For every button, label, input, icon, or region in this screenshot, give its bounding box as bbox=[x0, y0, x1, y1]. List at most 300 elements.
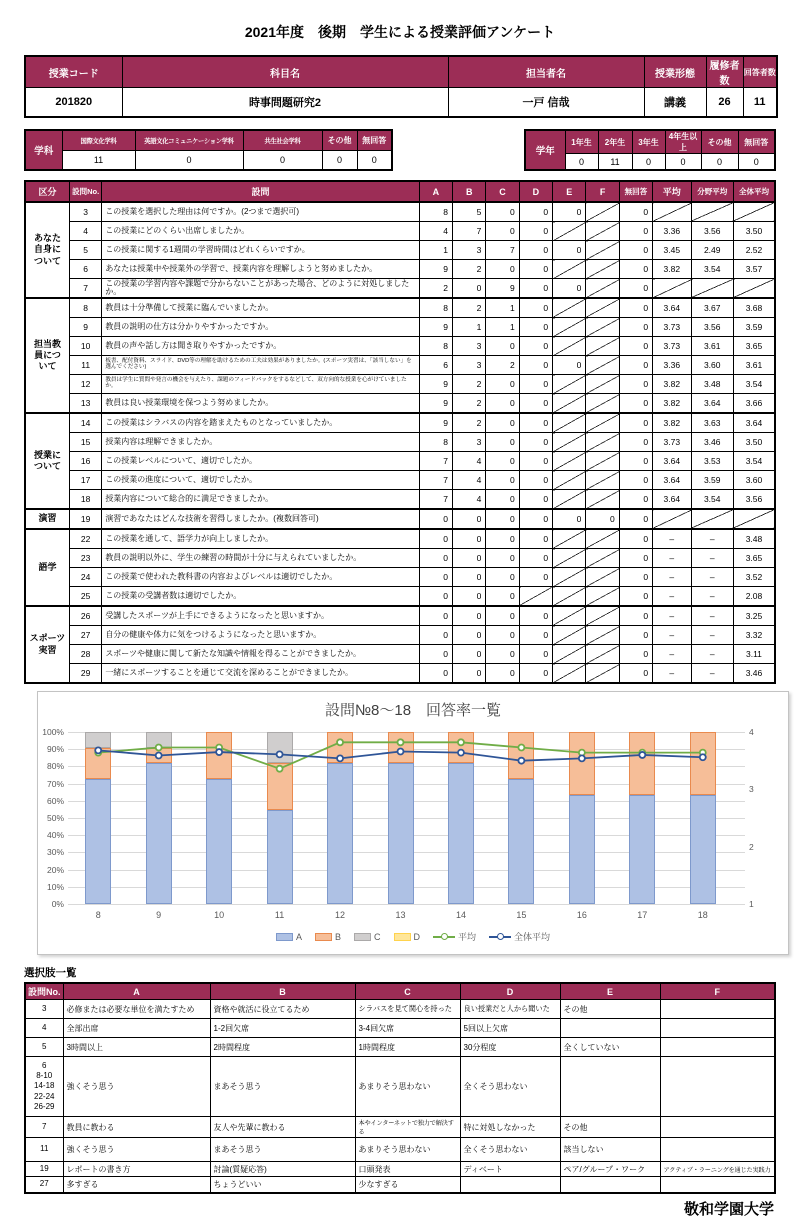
survey-count-cell: 0 bbox=[453, 279, 486, 299]
survey-count-cell: 0 bbox=[486, 222, 519, 241]
survey-question-number: 16 bbox=[69, 452, 101, 471]
survey-count-cell: 6 bbox=[419, 356, 452, 375]
choice-option-cell bbox=[660, 1019, 775, 1038]
x-axis-category-label: 16 bbox=[576, 910, 587, 920]
survey-count-cell: 0 bbox=[619, 626, 652, 645]
line-marker bbox=[579, 755, 585, 761]
survey-question-text: スポーツや健康に関して新たな知識や情報を得ることができましたか。 bbox=[102, 645, 419, 664]
survey-question-number: 5 bbox=[69, 241, 101, 260]
survey-question-row bbox=[25, 452, 775, 471]
survey-average-cell: – bbox=[691, 645, 733, 664]
choices-question-number: 19 bbox=[25, 1162, 63, 1177]
survey-count-cell: 0 bbox=[519, 413, 552, 433]
survey-question-row bbox=[25, 626, 775, 645]
survey-average-cell: 3.64 bbox=[733, 413, 775, 433]
survey-count-cell: 8 bbox=[419, 433, 452, 452]
choice-option-cell: 友人や先輩に教わる bbox=[210, 1117, 355, 1138]
survey-average-cell: 3.67 bbox=[691, 298, 733, 318]
survey-question-row bbox=[25, 241, 775, 260]
survey-question-text: 教員は良い授業環境を保つよう努めましたか。 bbox=[102, 394, 419, 414]
survey-average-cell: 3.54 bbox=[691, 490, 733, 510]
line-marker bbox=[337, 755, 343, 761]
choice-option-cell: 該当しない bbox=[560, 1138, 660, 1162]
legend-swatch-icon bbox=[354, 933, 371, 941]
survey-count-cell: 0 bbox=[519, 260, 552, 279]
survey-average-cell bbox=[691, 509, 733, 529]
survey-column-header: 区分 bbox=[25, 181, 69, 202]
survey-question-text: 授業内容について総合的に満足できましたか。 bbox=[102, 490, 419, 510]
survey-question-row bbox=[25, 318, 775, 337]
survey-question-row bbox=[25, 375, 775, 394]
choices-section-title: 選択肢一覧 bbox=[24, 967, 77, 979]
survey-count-cell: 0 bbox=[419, 626, 452, 645]
mini-value: 0 bbox=[665, 154, 701, 171]
survey-count-cell: 0 bbox=[619, 549, 652, 568]
choices-row bbox=[25, 1038, 775, 1057]
left-axis-tick-label: 40% bbox=[46, 830, 64, 841]
survey-count-cell: 1 bbox=[486, 318, 519, 337]
survey-count-cell: 0 bbox=[486, 202, 519, 222]
survey-average-cell: 3.56 bbox=[691, 222, 733, 241]
survey-count-cell: 0 bbox=[486, 509, 519, 529]
survey-column-header: 平均 bbox=[653, 181, 691, 202]
choices-question-number: 4 bbox=[25, 1019, 63, 1038]
survey-average-cell: 3.68 bbox=[733, 298, 775, 318]
legend-item-D bbox=[394, 932, 421, 942]
line-平均 bbox=[98, 742, 703, 768]
course-info-header-row bbox=[25, 56, 777, 88]
survey-average-cell: 3.64 bbox=[653, 471, 691, 490]
survey-question-text: 演習であなたはどんな技術を習得しましたか。(複数回答可) bbox=[102, 509, 419, 529]
line-marker bbox=[216, 749, 222, 755]
choice-option-cell: ディベート bbox=[460, 1162, 560, 1177]
survey-count-cell: 0 bbox=[519, 509, 552, 529]
course-info-value: 時事問題研究2 bbox=[122, 88, 448, 118]
survey-question-number: 7 bbox=[69, 279, 101, 299]
survey-average-cell: 3.73 bbox=[653, 318, 691, 337]
choices-row bbox=[25, 1162, 775, 1177]
choice-option-cell: 口頭発表 bbox=[355, 1162, 460, 1177]
choice-option-cell: あまりそう思わない bbox=[355, 1057, 460, 1117]
survey-question-text: 受講したスポーツが上手にできるようになったと思いますか。 bbox=[102, 606, 419, 626]
legend-line-marker bbox=[497, 933, 504, 940]
survey-count-cell: 2 bbox=[453, 394, 486, 414]
choices-column-header: B bbox=[210, 983, 355, 1000]
choice-option-cell: 30分程度 bbox=[460, 1038, 560, 1057]
course-info-header: 履修者数 bbox=[706, 56, 743, 88]
survey-average-cell: 3.73 bbox=[653, 433, 691, 452]
survey-average-cell bbox=[733, 509, 775, 529]
survey-question-number: 24 bbox=[69, 568, 101, 587]
mini-value: 0 bbox=[357, 150, 392, 170]
survey-average-cell: – bbox=[653, 587, 691, 607]
survey-count-cell: 8 bbox=[419, 337, 452, 356]
survey-count-cell: 4 bbox=[453, 452, 486, 471]
survey-count-cell: 0 bbox=[519, 471, 552, 490]
survey-count-cell: 0 bbox=[619, 452, 652, 471]
survey-count-cell bbox=[586, 413, 619, 433]
choices-column-header: C bbox=[355, 983, 460, 1000]
choices-column-header: F bbox=[660, 983, 775, 1000]
survey-average-cell: 2.49 bbox=[691, 241, 733, 260]
survey-count-cell: 2 bbox=[453, 260, 486, 279]
survey-question-row bbox=[25, 490, 775, 510]
choice-option-cell: その他 bbox=[560, 1000, 660, 1019]
survey-count-cell bbox=[586, 241, 619, 260]
survey-column-header: 全体平均 bbox=[733, 181, 775, 202]
survey-average-cell: 2.08 bbox=[733, 587, 775, 607]
choice-option-cell: 本やインターネットで独力で解決する bbox=[355, 1117, 460, 1138]
survey-count-cell: 0 bbox=[619, 298, 652, 318]
legend-label: 全体平均 bbox=[514, 932, 551, 942]
mini-value: 11 bbox=[598, 154, 632, 171]
survey-count-cell: 0 bbox=[486, 375, 519, 394]
survey-average-cell: 3.53 bbox=[691, 452, 733, 471]
choice-option-cell: 多すぎる bbox=[63, 1177, 210, 1193]
survey-column-header: C bbox=[486, 181, 519, 202]
survey-count-cell: 0 bbox=[486, 337, 519, 356]
survey-average-cell: – bbox=[653, 664, 691, 684]
survey-count-cell bbox=[586, 587, 619, 607]
legend-item-A bbox=[276, 932, 302, 942]
choice-option-cell: 全くしていない bbox=[560, 1038, 660, 1057]
survey-average-cell: 3.36 bbox=[653, 356, 691, 375]
department-table bbox=[24, 129, 393, 171]
survey-average-cell: 3.65 bbox=[733, 337, 775, 356]
survey-count-cell: 0 bbox=[453, 664, 486, 684]
survey-average-cell: 3.52 bbox=[733, 568, 775, 587]
mini-value: 0 bbox=[738, 154, 775, 171]
survey-average-cell: – bbox=[653, 626, 691, 645]
survey-count-cell: 9 bbox=[419, 375, 452, 394]
survey-count-cell: 0 bbox=[619, 222, 652, 241]
survey-count-cell bbox=[586, 433, 619, 452]
survey-count-cell: 0 bbox=[486, 568, 519, 587]
survey-average-cell: 3.82 bbox=[653, 394, 691, 414]
survey-column-header: 設問No. bbox=[69, 181, 101, 202]
choices-column-header: E bbox=[560, 983, 660, 1000]
survey-count-cell bbox=[553, 568, 586, 587]
survey-count-cell: 2 bbox=[486, 356, 519, 375]
legend-item-B bbox=[315, 932, 341, 942]
survey-question-text: この授業に関する1週間の学習時間はどれくらいですか。 bbox=[102, 241, 419, 260]
survey-count-cell: 0 bbox=[619, 645, 652, 664]
survey-average-cell: 3.48 bbox=[733, 529, 775, 549]
choice-option-cell: 2時間程度 bbox=[210, 1038, 355, 1057]
survey-count-cell: 9 bbox=[486, 279, 519, 299]
survey-average-cell: – bbox=[691, 568, 733, 587]
survey-count-cell bbox=[586, 568, 619, 587]
survey-table bbox=[24, 180, 776, 684]
left-axis-tick-label: 10% bbox=[46, 881, 64, 892]
survey-count-cell bbox=[586, 375, 619, 394]
choices-question-number: 6 8-10 14-18 22-24 26-29 bbox=[25, 1057, 63, 1117]
choice-option-cell: 3時間以上 bbox=[63, 1038, 210, 1057]
choice-option-cell: 強くそう思う bbox=[63, 1138, 210, 1162]
survey-question-number: 15 bbox=[69, 433, 101, 452]
survey-question-row bbox=[25, 549, 775, 568]
survey-count-cell: 0 bbox=[419, 568, 452, 587]
survey-count-cell: 0 bbox=[553, 356, 586, 375]
survey-question-number: 13 bbox=[69, 394, 101, 414]
survey-count-cell: 0 bbox=[486, 549, 519, 568]
legend-label: C bbox=[374, 931, 381, 942]
survey-column-header: E bbox=[553, 181, 586, 202]
survey-count-cell: 0 bbox=[553, 241, 586, 260]
right-axis-tick-label: 1 bbox=[749, 899, 754, 909]
survey-count-cell: 0 bbox=[419, 606, 452, 626]
survey-count-cell: 0 bbox=[519, 356, 552, 375]
survey-count-cell: 0 bbox=[619, 260, 652, 279]
mini-value-row bbox=[25, 150, 392, 170]
survey-question-row bbox=[25, 568, 775, 587]
survey-count-cell: 0 bbox=[619, 529, 652, 549]
survey-question-number: 23 bbox=[69, 549, 101, 568]
survey-column-header: 設問 bbox=[102, 181, 419, 202]
survey-count-cell bbox=[586, 394, 619, 414]
x-axis-category-label: 9 bbox=[156, 910, 162, 920]
survey-count-cell: 0 bbox=[619, 202, 652, 222]
survey-count-cell bbox=[553, 394, 586, 414]
survey-count-cell: 0 bbox=[619, 279, 652, 299]
survey-average-cell: – bbox=[691, 626, 733, 645]
survey-count-cell: 0 bbox=[619, 394, 652, 414]
left-axis-tick-label: 70% bbox=[46, 778, 64, 789]
survey-count-cell bbox=[553, 549, 586, 568]
mini-table-label: 学年 bbox=[525, 130, 565, 170]
left-axis-tick-label: 0% bbox=[51, 899, 64, 909]
survey-count-cell: 0 bbox=[453, 568, 486, 587]
survey-question-number: 17 bbox=[69, 471, 101, 490]
survey-average-cell bbox=[691, 202, 733, 222]
mini-value: 11 bbox=[62, 150, 135, 170]
survey-count-cell: 0 bbox=[619, 241, 652, 260]
survey-header-row bbox=[25, 181, 775, 202]
survey-average-cell: 3.64 bbox=[653, 490, 691, 510]
survey-average-cell: 3.46 bbox=[691, 433, 733, 452]
survey-average-cell: 3.61 bbox=[733, 356, 775, 375]
survey-question-number: 18 bbox=[69, 490, 101, 510]
choice-option-cell: 全部出席 bbox=[63, 1019, 210, 1038]
survey-count-cell: 4 bbox=[419, 222, 452, 241]
survey-count-cell: 0 bbox=[453, 509, 486, 529]
right-axis-tick-label: 4 bbox=[749, 727, 754, 737]
survey-count-cell bbox=[553, 529, 586, 549]
course-info-value-row bbox=[25, 88, 777, 118]
survey-question-number: 26 bbox=[69, 606, 101, 626]
survey-count-cell: 0 bbox=[553, 509, 586, 529]
survey-average-cell: 3.56 bbox=[733, 490, 775, 510]
survey-average-cell: 3.60 bbox=[691, 356, 733, 375]
university-name: 敬和学園大学 bbox=[683, 1200, 774, 1218]
survey-count-cell: 7 bbox=[453, 222, 486, 241]
survey-count-cell: 0 bbox=[519, 645, 552, 664]
line-series-overlay bbox=[68, 727, 733, 909]
survey-count-cell: 0 bbox=[519, 664, 552, 684]
choices-row bbox=[25, 1138, 775, 1162]
survey-average-cell: 3.61 bbox=[691, 337, 733, 356]
survey-question-number: 3 bbox=[69, 202, 101, 222]
survey-question-row bbox=[25, 587, 775, 607]
choices-row bbox=[25, 1117, 775, 1138]
survey-count-cell: 0 bbox=[519, 433, 552, 452]
survey-count-cell: 0 bbox=[519, 568, 552, 587]
survey-average-cell: – bbox=[653, 606, 691, 626]
survey-question-number: 14 bbox=[69, 413, 101, 433]
survey-count-cell: 0 bbox=[619, 413, 652, 433]
line-marker bbox=[458, 739, 464, 745]
legend-item-C bbox=[354, 932, 381, 942]
left-axis-tick-label: 30% bbox=[46, 847, 64, 858]
survey-column-header: B bbox=[453, 181, 486, 202]
survey-count-cell bbox=[586, 337, 619, 356]
choice-option-cell bbox=[560, 1177, 660, 1193]
survey-count-cell: 7 bbox=[419, 471, 452, 490]
survey-question-text: この授業で使われた教科書の内容およびレベルは適切でしたか。 bbox=[102, 568, 419, 587]
survey-count-cell bbox=[586, 549, 619, 568]
survey-count-cell: 0 bbox=[419, 645, 452, 664]
survey-count-cell: 0 bbox=[453, 606, 486, 626]
choices-question-number: 11 bbox=[25, 1138, 63, 1162]
mini-header: 無回答 bbox=[357, 130, 392, 150]
survey-count-cell bbox=[586, 606, 619, 626]
line-marker bbox=[518, 744, 524, 750]
mini-header-row bbox=[25, 130, 392, 150]
choice-option-cell: 少なすぎる bbox=[355, 1177, 460, 1193]
survey-count-cell: 0 bbox=[453, 645, 486, 664]
survey-question-row bbox=[25, 279, 775, 299]
survey-count-cell: 0 bbox=[486, 471, 519, 490]
course-info-header: 科目名 bbox=[122, 56, 448, 88]
survey-average-cell: – bbox=[653, 568, 691, 587]
survey-count-cell: 0 bbox=[486, 490, 519, 510]
survey-count-cell: 0 bbox=[486, 645, 519, 664]
chart-title: 設問№8～18 回答率一覧 bbox=[324, 702, 502, 719]
survey-count-cell bbox=[586, 298, 619, 318]
survey-question-number: 29 bbox=[69, 664, 101, 684]
survey-count-cell: 9 bbox=[419, 318, 452, 337]
survey-question-number: 4 bbox=[69, 222, 101, 241]
legend-label: A bbox=[295, 931, 302, 942]
choice-option-cell bbox=[660, 1000, 775, 1019]
survey-count-cell: 0 bbox=[519, 490, 552, 510]
course-info-header: 授業形態 bbox=[644, 56, 706, 88]
mini-header: 共生社会学科 bbox=[243, 130, 322, 150]
choice-option-cell: その他 bbox=[560, 1117, 660, 1138]
choice-option-cell bbox=[660, 1138, 775, 1162]
survey-average-cell: 3.59 bbox=[733, 318, 775, 337]
survey-average-cell: 3.73 bbox=[653, 337, 691, 356]
survey-count-cell: 4 bbox=[453, 471, 486, 490]
survey-average-cell: 3.46 bbox=[733, 664, 775, 684]
survey-count-cell: 0 bbox=[519, 318, 552, 337]
survey-question-text: あなたは授業中や授業外の学習で、授業内容を理解しようと努めましたか。 bbox=[102, 260, 419, 279]
survey-count-cell: 0 bbox=[519, 241, 552, 260]
choice-option-cell: 特に対処しなかった bbox=[460, 1117, 560, 1138]
choice-option-cell: 必修または必要な単位を満たすため bbox=[63, 1000, 210, 1019]
choice-option-cell: シラバスを見て関心を持った bbox=[355, 1000, 460, 1019]
survey-count-cell: 0 bbox=[619, 568, 652, 587]
survey-question-text: この授業にどのくらい出席しましたか。 bbox=[102, 222, 419, 241]
mini-value: 0 bbox=[135, 150, 243, 170]
survey-count-cell: 0 bbox=[519, 375, 552, 394]
survey-count-cell: 0 bbox=[519, 626, 552, 645]
survey-count-cell: 3 bbox=[453, 433, 486, 452]
page-title: 2021年度 後期 学生による授業評価アンケート bbox=[244, 24, 556, 40]
x-axis-category-label: 18 bbox=[697, 910, 708, 920]
choice-option-cell bbox=[560, 1057, 660, 1117]
survey-count-cell bbox=[586, 490, 619, 510]
survey-count-cell: 9 bbox=[419, 394, 452, 414]
survey-question-row bbox=[25, 222, 775, 241]
choice-option-cell: 良い授業だと人から聞いた bbox=[460, 1000, 560, 1019]
survey-count-cell: 0 bbox=[619, 375, 652, 394]
chart-legend bbox=[38, 930, 788, 943]
x-axis-category-label: 11 bbox=[274, 910, 285, 920]
survey-count-cell: 0 bbox=[486, 413, 519, 433]
survey-count-cell: 0 bbox=[553, 279, 586, 299]
survey-count-cell: 0 bbox=[519, 279, 552, 299]
survey-count-cell bbox=[553, 413, 586, 433]
survey-count-cell: 2 bbox=[453, 413, 486, 433]
survey-question-text: 教員の説明以外に、学生の練習の時間が十分に与えられていましたか。 bbox=[102, 549, 419, 568]
survey-average-cell: 3.36 bbox=[653, 222, 691, 241]
choice-option-cell bbox=[460, 1177, 560, 1193]
survey-count-cell: 0 bbox=[453, 549, 486, 568]
choice-option-cell: 討論(質疑応答) bbox=[210, 1162, 355, 1177]
survey-count-cell bbox=[553, 433, 586, 452]
survey-average-cell: – bbox=[653, 645, 691, 664]
survey-count-cell: 0 bbox=[619, 664, 652, 684]
right-axis-tick-label: 2 bbox=[749, 841, 754, 852]
line-marker bbox=[458, 750, 464, 756]
survey-category-cell: 演習 bbox=[25, 509, 69, 529]
course-info-header: 回答者数 bbox=[743, 56, 777, 88]
choice-option-cell: あまりそう思わない bbox=[355, 1138, 460, 1162]
mini-table-label: 学科 bbox=[25, 130, 62, 170]
line-marker bbox=[95, 747, 101, 753]
survey-count-cell: 0 bbox=[419, 529, 452, 549]
survey-count-cell: 0 bbox=[619, 606, 652, 626]
mini-value: 0 bbox=[322, 150, 357, 170]
survey-question-text: 教員は学生に質問や発言の機会を与えたり、課題のフィードバックをするなどして、双方向的な授業を心がけていましたか。 bbox=[102, 375, 419, 394]
survey-count-cell: 0 bbox=[486, 587, 519, 607]
survey-count-cell: 0 bbox=[619, 509, 652, 529]
survey-count-cell: 0 bbox=[486, 452, 519, 471]
choices-column-header: A bbox=[63, 983, 210, 1000]
choice-option-cell: レポートの書き方 bbox=[63, 1162, 210, 1177]
survey-question-row bbox=[25, 664, 775, 684]
survey-count-cell: 5 bbox=[453, 202, 486, 222]
course-info-header: 授業コード bbox=[25, 56, 122, 88]
survey-question-number: 9 bbox=[69, 318, 101, 337]
mini-header: 無回答 bbox=[738, 130, 775, 154]
survey-category-cell: スポーツ 実習 bbox=[25, 606, 69, 683]
choices-table bbox=[24, 982, 776, 1194]
survey-count-cell bbox=[553, 318, 586, 337]
survey-question-row bbox=[25, 356, 775, 375]
survey-count-cell: 8 bbox=[419, 202, 452, 222]
legend-item-全体平均 bbox=[489, 930, 550, 943]
survey-question-number: 25 bbox=[69, 587, 101, 607]
survey-category-cell: 担当教 員につ いて bbox=[25, 298, 69, 413]
line-marker bbox=[639, 752, 645, 758]
survey-category-cell: あなた 自身に ついて bbox=[25, 202, 69, 298]
mini-value: 0 bbox=[565, 154, 598, 171]
choice-option-cell: まあそう思う bbox=[210, 1138, 355, 1162]
survey-count-cell: 0 bbox=[486, 626, 519, 645]
choice-option-cell: 資格や就活に役立てるため bbox=[210, 1000, 355, 1019]
